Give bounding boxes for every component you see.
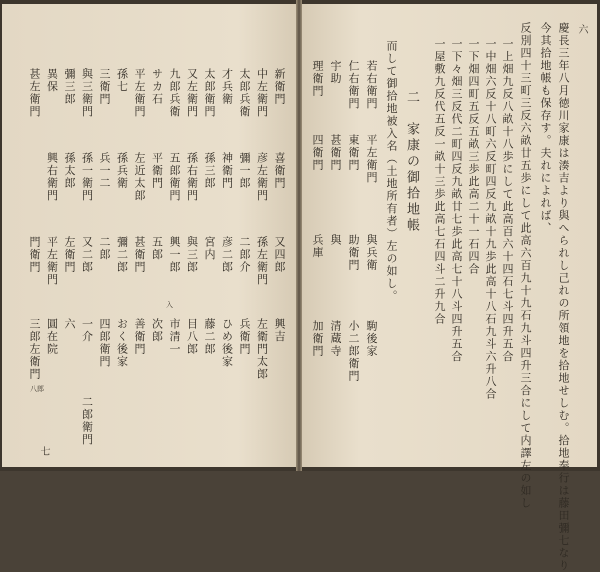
text-column: 一下々畑三反代二町四反九畝廿七歩此高七十八斗四升五合 bbox=[450, 38, 463, 363]
name-entry: 孫左衛門 bbox=[255, 236, 269, 286]
name-entry: 四衛門 bbox=[311, 134, 324, 172]
name-entry: 與三衛門 bbox=[80, 68, 94, 118]
name-entry: 左衛門 bbox=[63, 236, 76, 274]
name-entry: 孫太郎 bbox=[63, 152, 76, 190]
name-entry: おく後家 bbox=[115, 318, 129, 368]
name-entry: 兵衛門 bbox=[238, 318, 251, 356]
name-entry: 二郎介 bbox=[238, 236, 251, 274]
name-entry: 興一郎 bbox=[168, 236, 181, 274]
name-entry: 彌一郎 bbox=[238, 152, 251, 190]
name-entry: 孫一衛門 bbox=[80, 152, 94, 202]
name-entry: 新衛門 bbox=[273, 68, 286, 106]
name-entry: 宇助 bbox=[329, 60, 342, 85]
name-entry: 與 bbox=[329, 234, 342, 247]
book-gutter bbox=[296, 0, 302, 471]
name-entry: 目八郎 bbox=[185, 318, 199, 356]
name-entry: 與兵衛 bbox=[365, 234, 378, 272]
name-entry: 平左衛門 bbox=[365, 134, 378, 184]
name-entry: 門衛門 bbox=[28, 236, 41, 274]
name-entry: 加衛門 bbox=[311, 320, 324, 358]
name-entry: 彌三郎 bbox=[63, 68, 76, 106]
page-number-right: 六 bbox=[576, 24, 587, 34]
name-entry: 小二郎衛門 bbox=[347, 320, 360, 383]
name-entry: 左近太郎 bbox=[133, 152, 146, 202]
name-entry: 二郎 bbox=[98, 236, 111, 261]
name-entry: 市清一 bbox=[168, 318, 181, 356]
name-entry: 宮内 bbox=[203, 236, 216, 261]
name-entry: 又二郎 bbox=[80, 236, 94, 274]
text-column: 一上畑九反八畝十八歩にして此高百六十四石七斗四升五合 bbox=[501, 38, 514, 363]
name-entry: 左衛門太郎 bbox=[255, 318, 269, 381]
name-entry: 太郎兵衛 bbox=[238, 68, 251, 118]
name-entry: ひめ後家 bbox=[220, 318, 234, 368]
name-entry: 三郎左衛門 bbox=[28, 318, 41, 381]
name-entry: 仁右衛門 bbox=[347, 60, 360, 110]
name-entry: 清蔵寺 bbox=[329, 320, 342, 358]
name-entry: 中左衛門 bbox=[255, 68, 269, 118]
name-entry: 東衛門 bbox=[347, 134, 360, 172]
name-entry: 才兵衛 bbox=[220, 68, 234, 106]
text-column: 今其拾地帳も保存す。夫れによれば、 bbox=[539, 22, 552, 235]
name-entry: 神衛門 bbox=[220, 152, 234, 190]
name-entry: 九郎兵衛 bbox=[168, 68, 181, 118]
name-entry: 又四郎 bbox=[273, 236, 286, 274]
name-entry: 喜衛門 bbox=[273, 152, 286, 190]
name-entry: 三衛門 bbox=[98, 68, 111, 106]
name-entry: 又左衛門 bbox=[185, 68, 199, 118]
name-entry: 四郎衛門 bbox=[98, 318, 111, 368]
name-entry: 彦二郎 bbox=[220, 236, 234, 274]
name-entry: 孫兵衛 bbox=[115, 152, 129, 190]
name-entry: 甚衛門 bbox=[133, 236, 146, 274]
name-entry: 興右衛門 bbox=[45, 152, 59, 202]
name-entry: 興吉 bbox=[273, 318, 286, 343]
text-column: 一下畑四町五反五畝三歩此高二十一石四合 bbox=[467, 38, 480, 276]
name-entry: 二郎衛門 bbox=[80, 396, 94, 446]
name-entry: 六 bbox=[63, 318, 76, 331]
name-entry: 兵庫 bbox=[311, 234, 324, 259]
name-entry: 兵一二 bbox=[98, 152, 111, 190]
text-column: 慶長三年八月徳川家康は湊吉より與へられし己れの所領地を拾地せしむ。拾地奉行は藤田彌七なり bbox=[557, 22, 570, 572]
text-column: 反別四十三町三反六畝廿五歩にして此高六百九十九石九斗四升三合にして内譯左の如し bbox=[519, 22, 532, 510]
name-entry: 彌二郎 bbox=[115, 236, 129, 274]
name-entry: 次郎 bbox=[150, 318, 164, 343]
name-entry: 彦左衛門 bbox=[255, 152, 269, 202]
name-entry: サカ石 bbox=[150, 68, 164, 106]
name-entry: 平左衛門 bbox=[45, 236, 59, 286]
name-entry: 助衛門 bbox=[347, 234, 360, 272]
name-entry: 藤二郎 bbox=[203, 318, 216, 356]
name-entry: 五郎 bbox=[150, 236, 164, 261]
section-heading: 二 家康の御拾地帳 bbox=[404, 90, 419, 234]
name-entry: 善衛門 bbox=[133, 318, 146, 356]
name-entry: 圓在院 bbox=[45, 318, 59, 356]
page-number-left: 七 bbox=[38, 446, 49, 456]
name-entry: 駒後家 bbox=[365, 320, 378, 358]
name-entry: 太郎衛門 bbox=[203, 68, 216, 118]
section-subheading: 而して御拾地被入名（土地所有者）左の如し。 bbox=[385, 40, 398, 303]
name-entry: 若右衛門 bbox=[365, 60, 378, 110]
text-column: 一屋敷九反代五反一畝十三歩此高七石四斗二升九合 bbox=[433, 38, 446, 326]
ruby-annotation: 入 bbox=[166, 301, 173, 309]
name-entry: 與三郎 bbox=[185, 236, 199, 274]
name-entry: 理衛門 bbox=[311, 60, 324, 98]
name-entry: 平左衛門 bbox=[133, 68, 146, 118]
name-entry: 異保 bbox=[45, 68, 59, 93]
name-entry: 一介 bbox=[80, 318, 94, 343]
name-entry: 孫三郎 bbox=[203, 152, 216, 190]
name-entry: 孫七 bbox=[115, 68, 129, 93]
name-entry: 甚衛門 bbox=[329, 134, 342, 172]
name-entry: 平衛門 bbox=[150, 152, 164, 190]
name-entry: 甚左衛門 bbox=[28, 68, 41, 118]
name-entry: 五郎衛門 bbox=[168, 152, 181, 202]
name-entry: 孫右衛門 bbox=[185, 152, 199, 202]
text-column: 一中畑六反十八町六反町四反九畝十九歩此高十八石九斗六升八合 bbox=[484, 38, 497, 401]
ruby-annotation: 八郎 bbox=[30, 385, 44, 393]
